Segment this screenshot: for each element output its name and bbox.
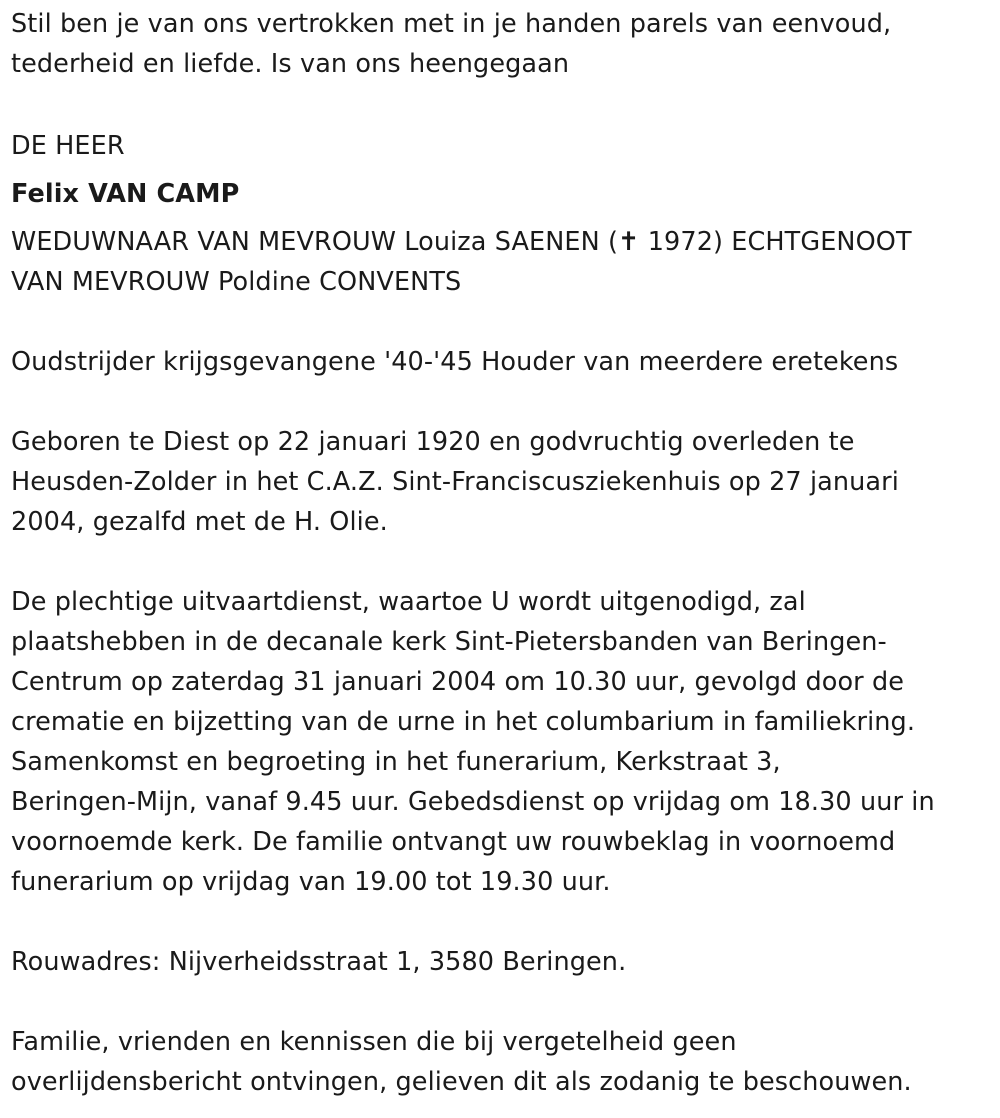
service-line: funerarium op vrijdag van 19.00 tot 19.30 uur. (11, 867, 611, 897)
relations-line: WEDUWNAAR VAN MEVROUW Louiza SAENEN (✝ 1972) ECHTGENOOT (11, 227, 912, 257)
veteran-line: Oudstrijder krijgsgevangene '40-'45 Houder van meerdere eretekens (11, 347, 899, 377)
service-paragraph (11, 582, 980, 902)
intro-paragraph (11, 4, 980, 84)
relations-paragraph (11, 222, 980, 302)
title-text: DE HEER (11, 131, 125, 161)
honorific-title (11, 126, 980, 166)
family-note-line: Familie, vrienden en kennissen die bij vergetelheid geen (11, 1027, 737, 1057)
veteran-paragraph (11, 342, 980, 382)
intro-line: Stil ben je van ons vertrokken met in je handen parels van eenvoud, (11, 9, 892, 39)
family-note-line: overlijdensbericht ontvingen, gelieven dit als zodanig te beschouwen. (11, 1067, 912, 1097)
birth-death-paragraph (11, 422, 980, 542)
service-line: Samenkomst en begroeting in het funerarium, Kerkstraat 3, (11, 747, 781, 777)
service-line: plaatshebben in de decanale kerk Sint-Pietersbanden van Beringen- (11, 627, 887, 657)
family-note-paragraph (11, 1022, 980, 1102)
deceased-name (11, 174, 980, 214)
mourning-address-paragraph (11, 942, 980, 982)
intro-line: tederheid en liefde. Is van ons heengegaan (11, 49, 570, 79)
service-line: Centrum op zaterdag 31 januari 2004 om 10.30 uur, gevolgd door de (11, 667, 905, 697)
name-text: Felix VAN CAMP (11, 179, 240, 209)
birth-death-line: Heusden-Zolder in het C.A.Z. Sint-Franciscusziekenhuis op 27 januari (11, 467, 899, 497)
service-line: crematie en bijzetting van de urne in het columbarium in familiekring. (11, 707, 916, 737)
service-line: Beringen-Mijn, vanaf 9.45 uur. Gebedsdienst op vrijdag om 18.30 uur in (11, 787, 935, 817)
relations-line: VAN MEVROUW Poldine CONVENTS (11, 267, 462, 297)
service-line: De plechtige uitvaartdienst, waartoe U wordt uitgenodigd, zal (11, 587, 806, 617)
birth-death-line: 2004, gezalfd met de H. Olie. (11, 507, 388, 537)
service-line: voornoemde kerk. De familie ontvangt uw rouwbeklag in voornoemd (11, 827, 896, 857)
birth-death-line: Geboren te Diest op 22 januari 1920 en godvruchtig overleden te (11, 427, 855, 457)
address-line: Rouwadres: Nijverheidsstraat 1, 3580 Beringen. (11, 947, 627, 977)
